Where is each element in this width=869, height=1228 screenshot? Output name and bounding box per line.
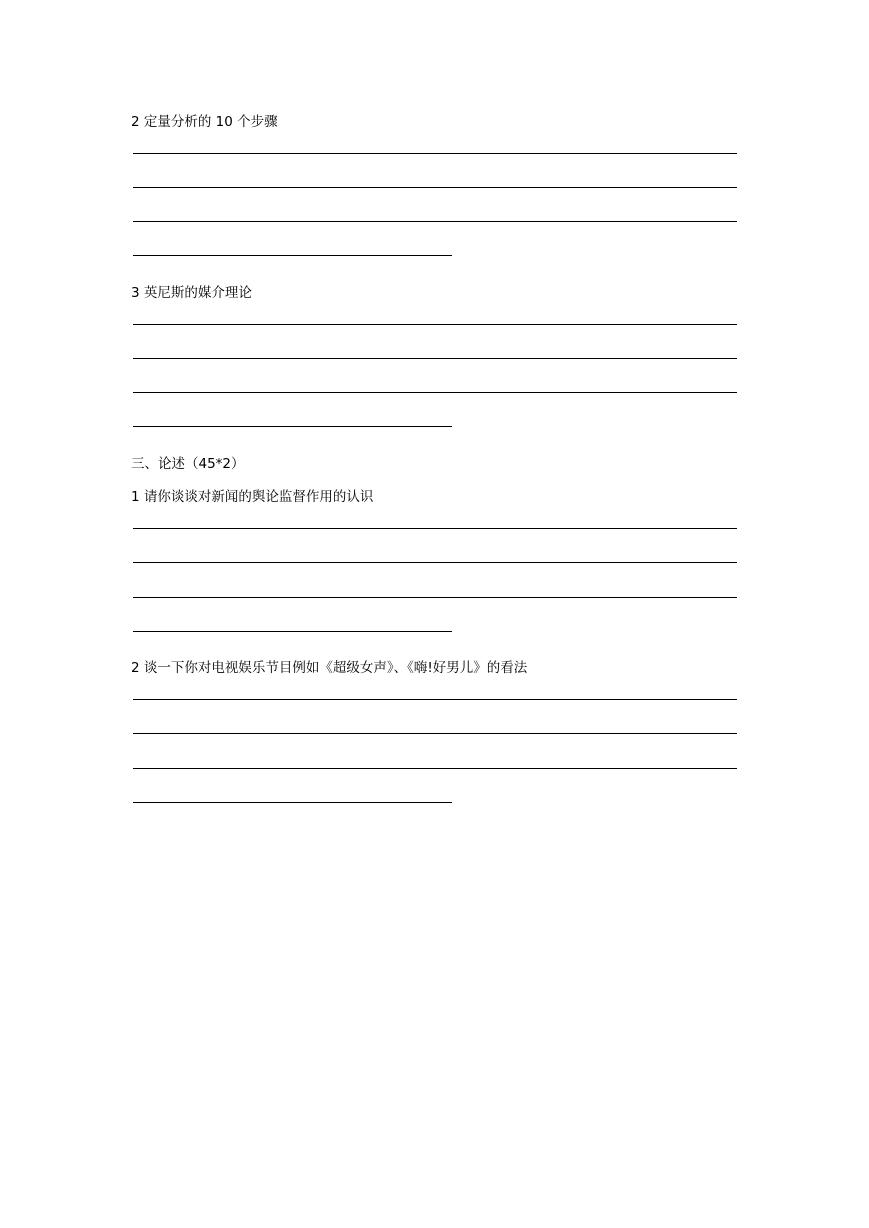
answer-line (133, 426, 452, 427)
answer-line (133, 221, 737, 222)
answer-line (133, 324, 737, 325)
question-innis-media-theory: 3 英尼斯的媒介理论 (131, 285, 252, 301)
question-tv-entertainment: 2 谈一下你对电视娱乐节目例如《超级女声》、《嗨!好男儿》的看法 (131, 660, 528, 676)
answer-line (133, 597, 737, 598)
answer-line (133, 562, 737, 563)
answer-line (133, 392, 737, 393)
answer-line (133, 699, 737, 700)
answer-line (133, 255, 452, 256)
section-heading-essay: 三、论述（45*2） (131, 456, 245, 472)
answer-line (133, 153, 737, 154)
answer-line (133, 733, 737, 734)
answer-line (133, 802, 452, 803)
question-press-supervision: 1 请你谈谈对新闻的舆论监督作用的认识 (131, 489, 374, 505)
answer-line (133, 528, 737, 529)
answer-line (133, 631, 452, 632)
answer-line (133, 768, 737, 769)
question-quant-analysis-steps: 2 定量分析的 10 个步骤 (131, 114, 278, 130)
answer-line (133, 187, 737, 188)
answer-line (133, 358, 737, 359)
